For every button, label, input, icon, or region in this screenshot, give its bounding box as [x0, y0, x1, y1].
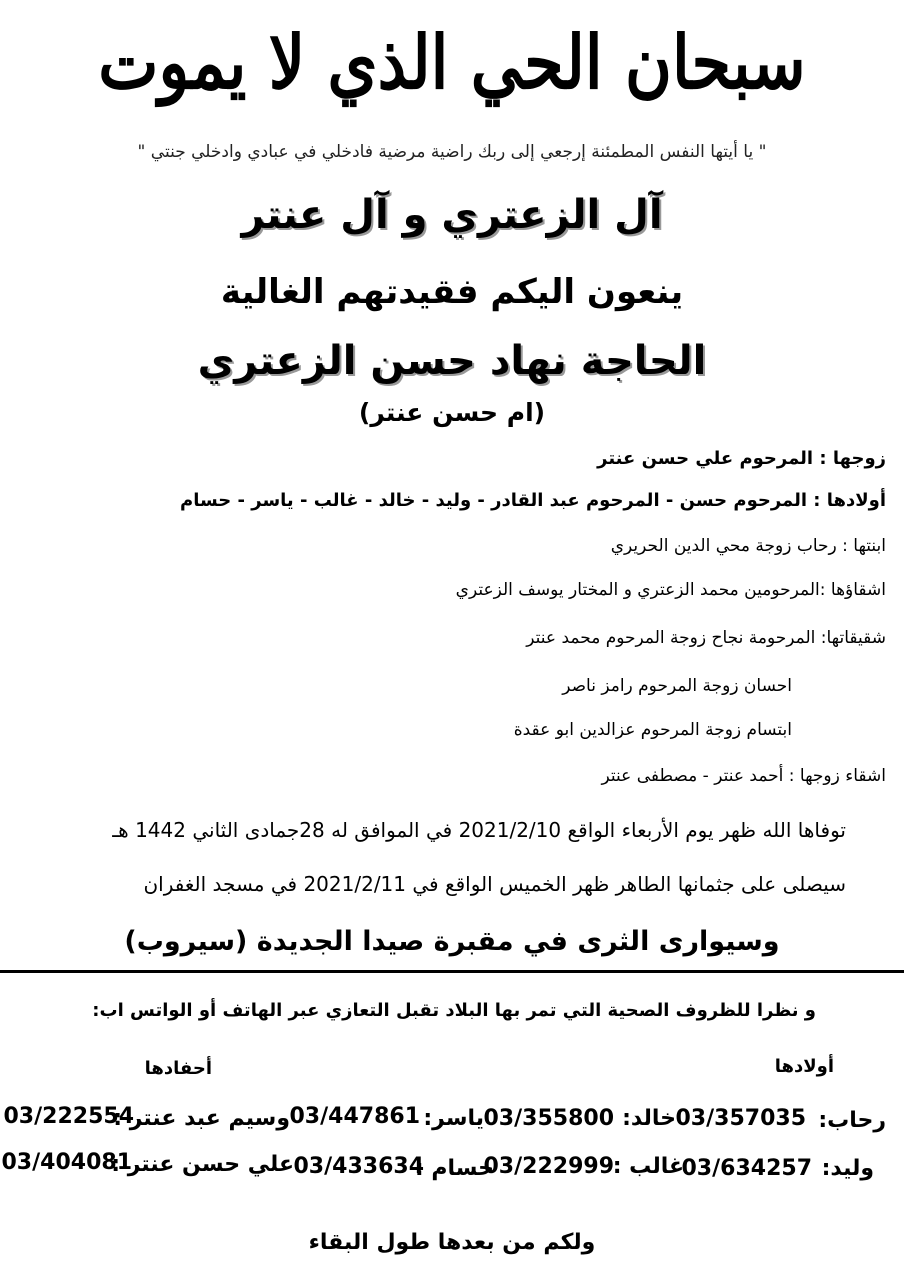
contact-name: غالب :	[612, 1154, 684, 1179]
husband-line: زوجها : المرحوم علي حسن عنتر	[597, 448, 886, 469]
sisters-line-1: شقيقاتها: المرحومة نجاح زوجة المرحوم محمد عنتر	[526, 628, 886, 648]
contact-name: ياسر:	[423, 1106, 484, 1131]
deceased-name: الحاجة نهاد حسن الزعتري	[197, 338, 707, 384]
contact-phone: 03/447861	[289, 1104, 420, 1129]
contact-phone: 03/433634	[293, 1154, 424, 1179]
contact-name: علي حسن عنتر :	[111, 1152, 294, 1177]
burial-notice: وسيوارى الثرى في مقبرة صيدا الجديدة (سيروب)	[124, 926, 780, 957]
children-contacts-header: أولادها	[774, 1056, 834, 1077]
separator-line	[0, 970, 904, 973]
contact-phone: 03/222999	[483, 1154, 614, 1179]
contact-name: رحاب:	[818, 1108, 886, 1133]
header-calligraphy: سبحان الحي الذي لا يموت	[98, 20, 806, 107]
contact-phone: 03/222554	[3, 1104, 134, 1129]
contact-name: حسام :	[414, 1156, 494, 1181]
contact-phone: 03/404081	[1, 1150, 132, 1175]
quran-verse: " يا أيتها النفس المطمئنة إرجعي إلى ربك راضية مرضية فادخلي في عبادي وادخلي جنتي "	[137, 142, 767, 162]
mourn-line: ينعون اليكم فقيدتهم الغالية	[220, 272, 684, 312]
brothers-line: اشقاؤها :المرحومين محمد الزعتري و المختار يوسف الزعتري	[455, 580, 886, 600]
families-title: آل الزعتري و آل عنتر	[241, 192, 663, 238]
deceased-kunya: (ام حسن عنتر)	[358, 398, 546, 427]
contact-name: خالد:	[622, 1106, 676, 1131]
closing-line: ولكم من بعدها طول البقاء	[308, 1230, 596, 1255]
contact-phone: 03/357035	[675, 1106, 806, 1131]
children-line: أولادها : المرحوم حسن - المرحوم عبد القادر - وليد - خالد - غالب - ياسر - حسام	[180, 490, 886, 511]
grandchildren-contacts-header: أحفادها	[144, 1058, 212, 1079]
contact-phone: 03/355800	[483, 1106, 614, 1131]
condolence-note: و نظرا للظروف الصحية التي تمر بها البلاد تقبل التعازي عبر الهاتف أو الواتس اب:	[92, 1000, 816, 1021]
contact-phone: 03/634257	[681, 1156, 812, 1181]
contact-name: وسيم عبد عنتر :	[113, 1106, 290, 1131]
prayer-notice: سيصلى على جثمانها الطاهر ظهر الخميس الواقع في 2021/2/11 في مسجد الغفران	[143, 872, 846, 896]
death-notice: توفاها الله ظهر يوم الأربعاء الواقع 2021/2/10 في الموافق له 28جمادى الثاني 1442 هـ	[112, 818, 846, 842]
husband-siblings-line: اشقاء زوجها : أحمد عنتر - مصطفى عنتر	[601, 766, 886, 786]
contact-name: وليد:	[821, 1156, 874, 1181]
sisters-line-3: ابتسام زوجة المرحوم عزالدين ابو عقدة	[513, 720, 792, 740]
sisters-line-2: احسان زوجة المرحوم رامز ناصر	[562, 676, 792, 696]
daughter-line: ابنتها : رحاب زوجة محي الدين الحريري	[610, 536, 886, 556]
